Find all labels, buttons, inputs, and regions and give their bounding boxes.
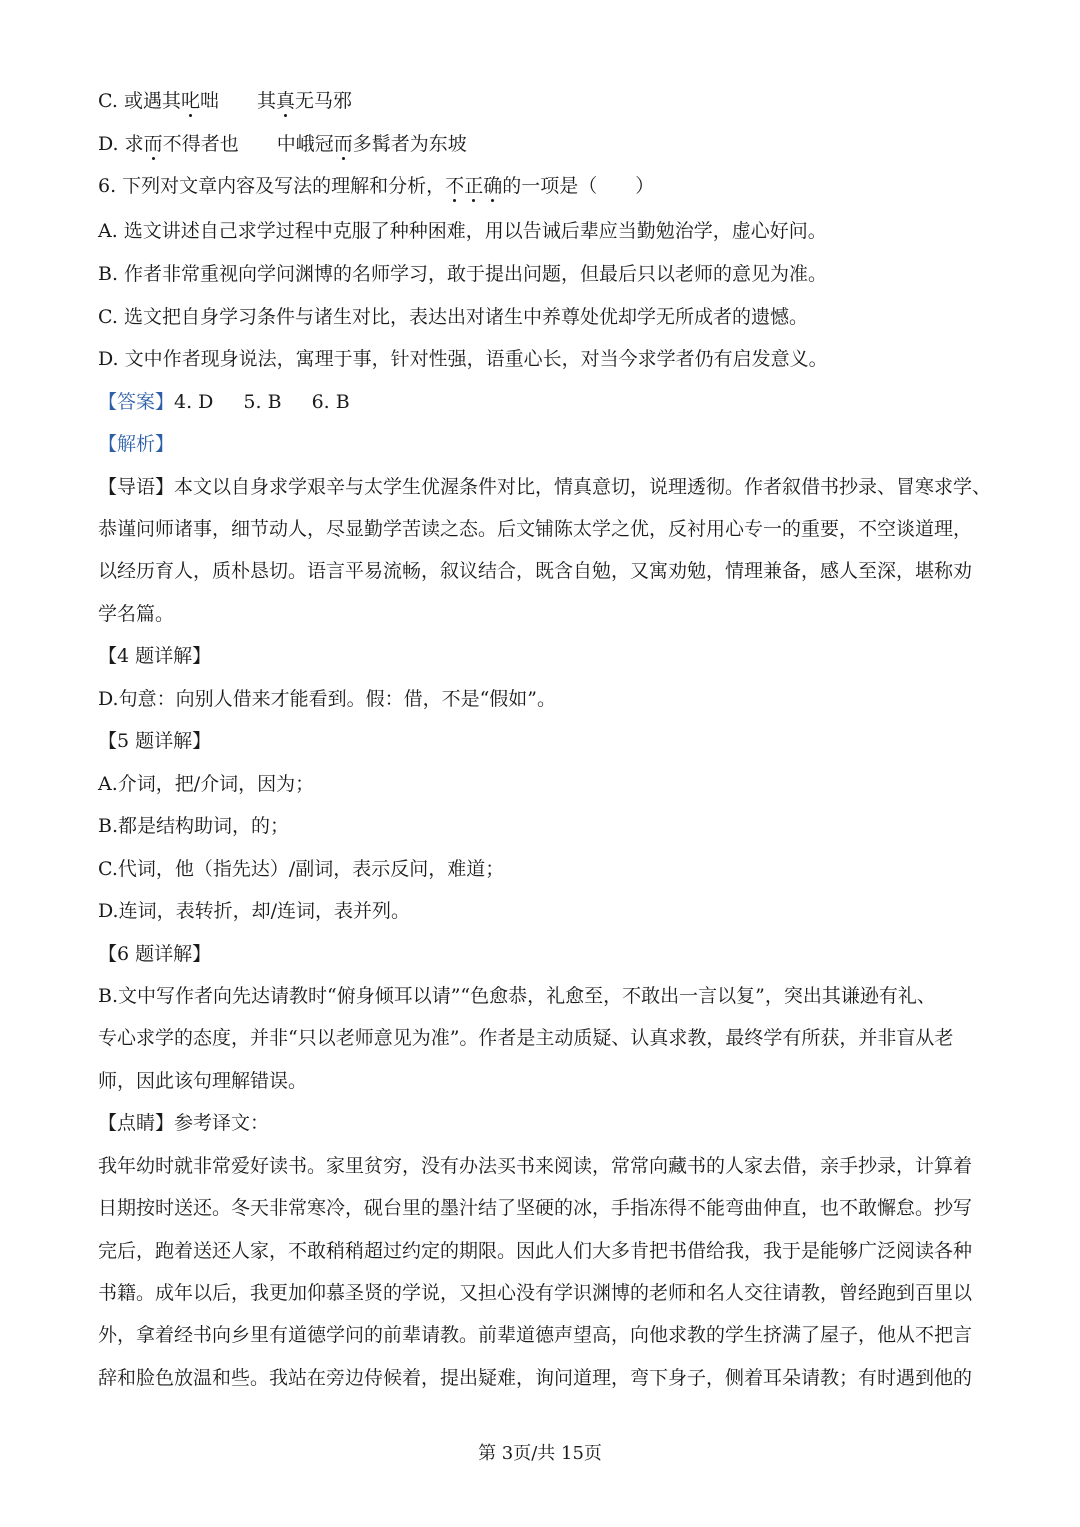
answer-line: 【答案】4. D 5. B 6. B	[98, 391, 350, 413]
q4-heading: 【4 题详解】	[98, 645, 212, 667]
emphasis-dot-char: 而	[333, 133, 353, 155]
analysis-tag: 【解析】	[98, 433, 175, 455]
emphasis-dot-char: 真	[276, 90, 296, 112]
q6-detail: 专心求学的态度，并非“只以老师意见为准”。作者是主动质疑、认真求教，最终学有所获，并非盲从老	[98, 1027, 954, 1049]
q6-detail: 师，因此该句理解错误。	[98, 1070, 308, 1092]
guide-line: 以经历育人，质朴恳切。语言平易流畅，叙议结合，既含自勉，又寓劝勉，情理兼备，感人至深，堪称劝	[98, 560, 973, 582]
question-6-option-b: B. 作者非常重视向学问渊博的名师学习，敢于提出问题，但最后只以老师的意见为准。	[98, 263, 828, 285]
question-6-option-a: A. 选文讲述自己求学过程中克服了种种困难，用以告诫后辈应当勤勉治学，虚心好问。	[98, 220, 827, 242]
question-6-option-c: C. 选文把自身学习条件与诸生对比，表达出对诸生中养尊处优却学无所成者的遗憾。	[98, 306, 808, 328]
guide-line: 恭谨问师诸事，细节动人，尽显勤学苦读之态。后文铺陈太学之优，反衬用心专一的重要，不空谈道理，	[98, 518, 973, 540]
option-d-line: D. 求而不得者也 中峨冠而多髯者为东坡	[98, 133, 467, 155]
answer-tag: 【答案】	[98, 391, 175, 413]
translation-line: 辞和脸色放温和些。我站在旁边侍候着，提出疑难，询问道理，弯下身子，侧着耳朵请教；有时遇到他的	[98, 1367, 973, 1389]
translation-line: 书籍。成年以后，我更加仰慕圣贤的学说，又担心没有学识渊博的老师和名人交往请教，曾经跑到百里以	[98, 1282, 973, 1304]
emphasis-dot-char: 叱	[180, 90, 200, 112]
translation-line: 完后，跑着送还人家，不敢稍稍超过约定的期限。因此人们大多肯把书借给我，我于是能够广泛阅读各种	[98, 1240, 973, 1262]
guide-line: 学名篇。	[98, 603, 175, 625]
q5-heading: 【5 题详解】	[98, 730, 212, 752]
q6-heading: 【6 题详解】	[98, 943, 212, 965]
point-heading: 【点睛】参考译文：	[98, 1112, 270, 1134]
emphasis-dot-char: 正	[464, 175, 484, 197]
emphasis-dot-char: 而	[143, 133, 163, 155]
q4-detail: D.句意：向别人借来才能看到。假：借，不是“假如”。	[98, 688, 557, 710]
guide-line: 【导语】本文以自身求学艰辛与太学生优渥条件对比，情真意切，说理透彻。作者叙借书抄录、冒寒求学、	[98, 476, 992, 498]
question-6-option-d: D. 文中作者现身说法，寓理于事，针对性强，语重心长，对当今求学者仍有启发意义。	[98, 348, 828, 370]
question-6-stem: 6. 下列对文章内容及写法的理解和分析，不正确的一项是（ ）	[98, 175, 655, 197]
emphasis-dot-char: 确	[483, 175, 503, 197]
emphasis-dot-char: 不	[445, 175, 465, 197]
q5-detail: D.连词，表转折，却/连词，表并列。	[98, 900, 410, 922]
q5-detail: C.代词，他（指先达）/副词，表示反问，难道；	[98, 858, 505, 880]
translation-line: 我年幼时就非常爱好读书。家里贫穷，没有办法买书来阅读，常常向藏书的人家去借，亲手抄录，计算着	[98, 1155, 973, 1177]
page-number-footer: 第 3页/共 15页	[478, 1443, 602, 1464]
q5-detail: B.都是结构助词，的；	[98, 815, 290, 837]
q6-detail: B.文中写作者向先达请教时“俯身倾耳以请”“色愈恭，礼愈至，不敢出一言以复”，突出其谦逊有礼、	[98, 985, 936, 1007]
option-c-line: C. 或遇其叱咄 其真无马邪	[98, 90, 353, 112]
q5-detail: A.介词，把/介词，因为；	[98, 773, 315, 795]
translation-line: 外，拿着经书向乡里有道德学问的前辈请教。前辈道德声望高，向他求教的学生挤满了屋子，他从不把言	[98, 1324, 973, 1346]
translation-line: 日期按时送还。冬天非常寒冷，砚台里的墨汁结了坚硬的冰，手指冻得不能弯曲伸直，也不敢懈怠。抄写	[98, 1197, 973, 1219]
